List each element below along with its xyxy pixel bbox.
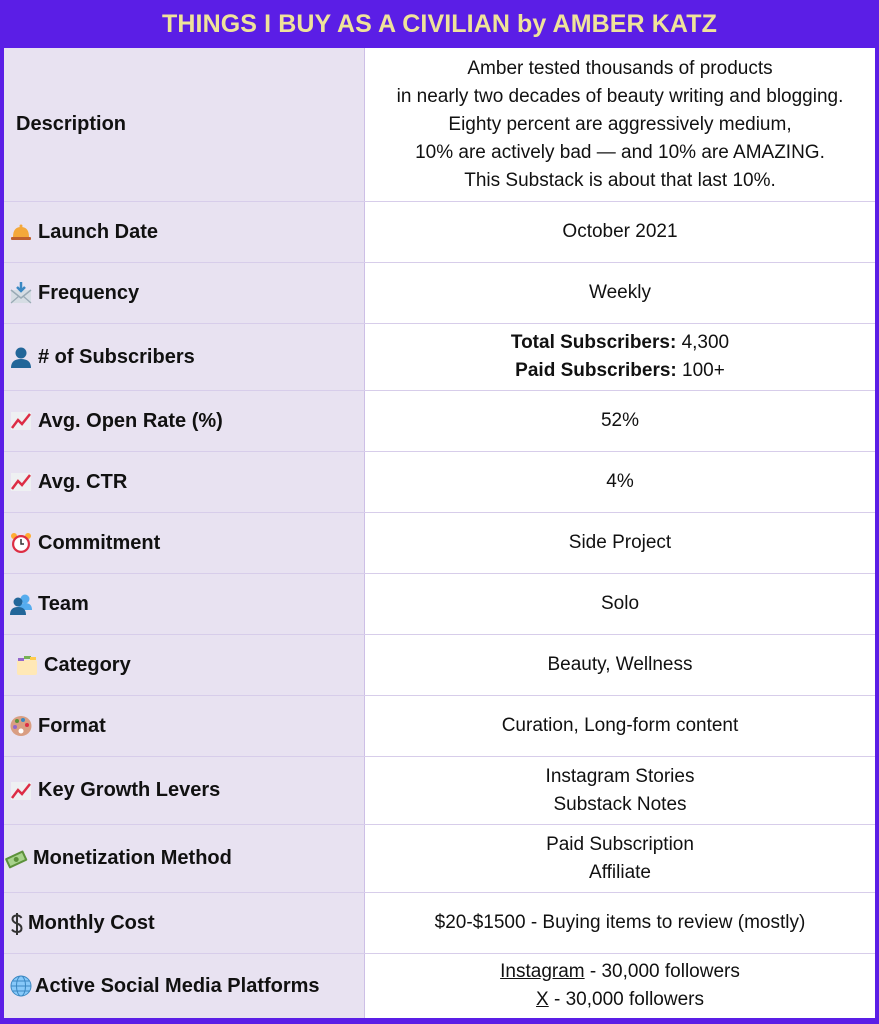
page-title: THINGS I BUY AS A CIVILIAN by AMBER KATZ (162, 9, 717, 38)
row-launch-date (4, 202, 875, 263)
row-label (4, 263, 365, 323)
launch-date-value: October 2021 (562, 221, 678, 242)
total-subscribers-count: 4,300 (681, 332, 730, 353)
label-text: # of Subscribers (38, 345, 195, 368)
two-users-icon (9, 593, 33, 615)
row-label (4, 324, 365, 390)
inbox-envelope-icon (9, 282, 33, 304)
platform-instagram (500, 958, 740, 986)
label-text: Commitment (38, 531, 161, 554)
paid-subscribers-label: Paid Subscribers: (515, 360, 677, 381)
monthly-cost-value: $20-$1500 - Buying items to review (mostly) (434, 912, 806, 933)
commitment-value: Side Project (568, 532, 672, 553)
label-text: Frequency (38, 281, 140, 304)
growth-lever-item: Substack Notes (553, 793, 687, 815)
social-platforms-value (365, 954, 875, 1018)
dollar-sign-icon (9, 912, 25, 934)
row-monthly-cost (4, 893, 875, 954)
instagram-link[interactable]: Instagram (500, 961, 585, 982)
total-subscribers (511, 329, 729, 357)
money-with-wings-icon (4, 848, 28, 870)
row-label (4, 825, 365, 892)
row-label (4, 574, 365, 634)
x-followers: - 30,000 followers (548, 989, 704, 1010)
total-subscribers-label: Total Subscribers: (510, 332, 677, 353)
subscribers-value (365, 324, 875, 390)
paid-subscribers-count: 100+ (682, 360, 725, 381)
row-open-rate (4, 391, 875, 452)
ctr-value: 4% (606, 471, 634, 492)
platform-x (536, 986, 704, 1014)
row-team (4, 574, 875, 635)
monetization-item: Paid Subscription (546, 833, 694, 855)
row-monetization (4, 825, 875, 893)
label-text: Team (38, 592, 89, 615)
artist-palette-icon (9, 715, 33, 737)
row-social-platforms (4, 954, 875, 1018)
alarm-clock-icon (9, 532, 33, 554)
row-commitment (4, 513, 875, 574)
description-line: Amber tested thousands of products (467, 57, 773, 79)
row-label (4, 696, 365, 756)
row-category (4, 635, 875, 696)
description-value (365, 48, 875, 201)
growth-levers-value (365, 757, 875, 824)
description-line: This Substack is about that last 10%. (464, 169, 776, 191)
row-label (4, 757, 365, 824)
label-text: Category (44, 653, 131, 676)
row-label (4, 391, 365, 451)
row-frequency (4, 263, 875, 324)
label-text: Avg. Open Rate (%) (38, 409, 223, 432)
row-label (4, 513, 365, 573)
row-ctr (4, 452, 875, 513)
newsletter-profile-table (4, 48, 875, 1018)
row-label (4, 635, 365, 695)
team-value: Solo (600, 593, 640, 614)
x-link[interactable]: X (536, 989, 549, 1010)
frequency-value: Weekly (589, 282, 651, 303)
chart-increasing-icon (9, 780, 33, 802)
growth-lever-item: Instagram Stories (545, 765, 695, 787)
card-index-dividers-icon (15, 654, 39, 676)
user-silhouette-icon (9, 346, 33, 368)
row-label (4, 48, 365, 201)
category-value: Beauty, Wellness (547, 654, 693, 675)
row-subscribers (4, 324, 875, 391)
label-text: Key Growth Levers (38, 779, 221, 801)
label-text: Monthly Cost (28, 911, 155, 934)
format-value: Curation, Long-form content (501, 715, 739, 736)
monetization-value (365, 825, 875, 892)
chart-increasing-icon (9, 410, 33, 432)
row-label (4, 452, 365, 512)
label-text: Active Social Media Platforms (35, 974, 320, 997)
row-label (4, 893, 365, 953)
open-rate-value: 52% (600, 410, 640, 431)
paid-subscribers (515, 357, 725, 385)
chart-increasing-icon (9, 471, 33, 493)
globe-icon (9, 975, 33, 997)
description-line: Eighty percent are aggressively medium, (448, 113, 792, 135)
row-label (4, 202, 365, 262)
label-text: Description (16, 113, 127, 135)
row-format (4, 696, 875, 757)
description-line: 10% are actively bad — and 10% are AMAZING. (415, 141, 825, 163)
label-text: Avg. CTR (38, 470, 128, 493)
row-label (4, 954, 365, 1018)
label-text: Monetization Method (33, 847, 232, 869)
label-text: Launch Date (38, 220, 159, 243)
row-description (4, 48, 875, 202)
label-text: Format (38, 714, 106, 737)
instagram-followers: - 30,000 followers (584, 961, 740, 982)
bellhop-bell-icon (9, 221, 33, 243)
monetization-item: Affiliate (589, 861, 651, 883)
description-line: in nearly two decades of beauty writing and blogging. (396, 85, 844, 107)
row-growth-levers (4, 757, 875, 825)
